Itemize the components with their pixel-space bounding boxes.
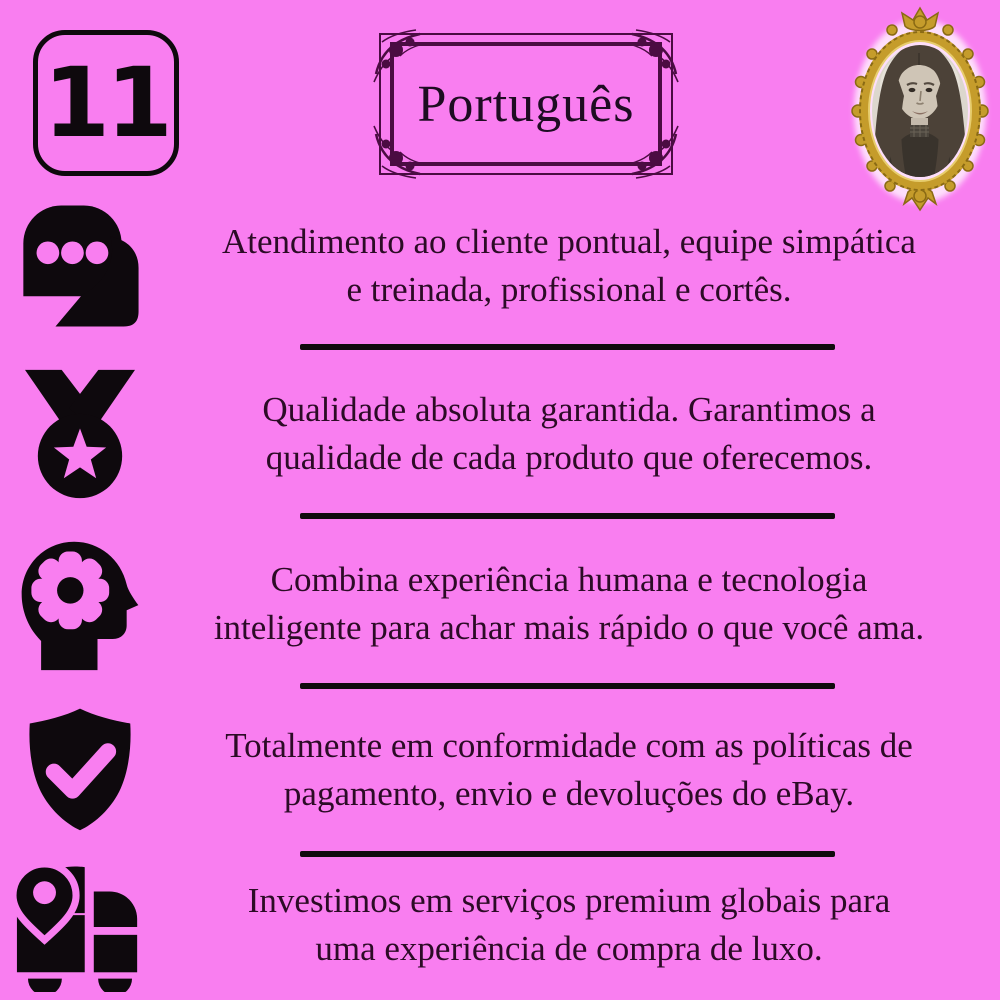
feature-text-line: qualidade de cada produto que oferecemos. (265, 438, 873, 477)
feature-text-line: uma experiência de compra de luxo. (315, 929, 823, 968)
divider (300, 344, 835, 350)
feature-text-line: e treinada, profissional e cortês. (346, 270, 792, 309)
portrait-frame (846, 6, 994, 212)
feature-text-line: Totalmente em conformidade com as políticas de (225, 726, 913, 766)
feature-text-line: pagamento, envio e devoluções do eBay. (283, 774, 855, 813)
number-badge (33, 30, 179, 176)
medal-star-icon (0, 365, 160, 503)
feature-text-line: Atendimento ao cliente pontual, equipe simpática (222, 222, 916, 262)
head-gear-icon (0, 534, 160, 674)
woman-portrait-icon (846, 6, 994, 212)
feature-text (160, 877, 1000, 972)
feature-row-service (0, 190, 1000, 342)
feature-row-technology (0, 524, 1000, 684)
feature-text (160, 722, 1000, 817)
feature-text (160, 218, 1000, 313)
feature-text-line: Combina experiência humana e tecnologia (270, 560, 868, 600)
badge-number: 11 (43, 47, 169, 159)
feature-text-line: Investimos em serviços premium globais para (247, 881, 891, 921)
page-title: Português (417, 75, 635, 133)
feature-row-shipping (0, 856, 1000, 994)
divider (300, 683, 835, 689)
shield-check-icon (0, 700, 160, 840)
feature-text (160, 556, 1000, 651)
feature-text-line: Qualidade absoluta garantida. Garantimos a (262, 390, 876, 430)
feature-row-quality (0, 358, 1000, 510)
divider (300, 513, 835, 519)
title-frame (366, 22, 686, 186)
feature-row-compliance (0, 692, 1000, 848)
delivery-truck-pin-icon (0, 858, 160, 992)
feature-text (160, 386, 1000, 481)
feature-text-line: inteligente para achar mais rápido o que você ama. (213, 608, 925, 647)
chat-bubbles-icon (0, 198, 160, 334)
